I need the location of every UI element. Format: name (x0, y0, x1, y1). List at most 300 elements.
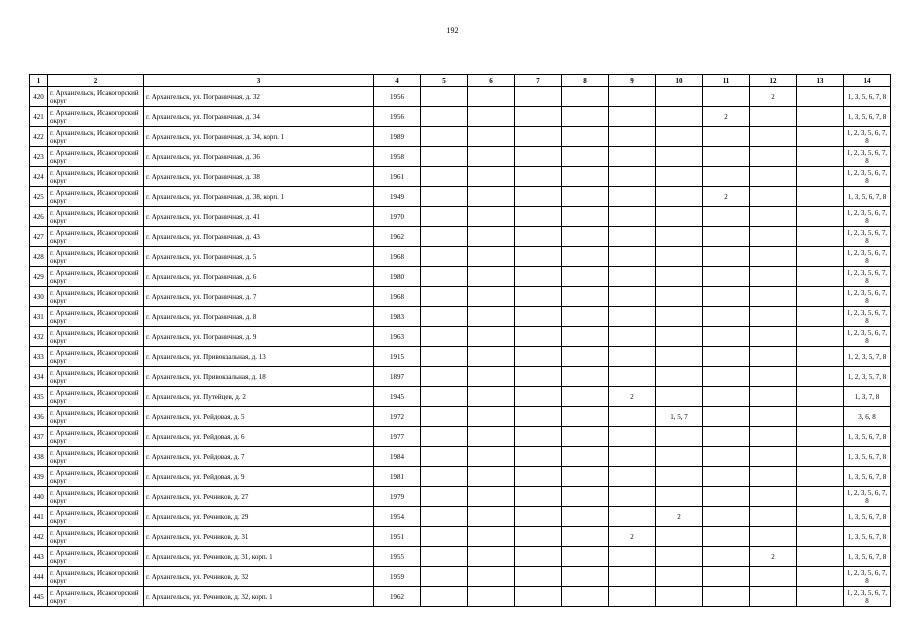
address-cell: г. Архангельск, ул. Речников, д. 29 (144, 507, 374, 527)
column-6-cell (468, 367, 515, 387)
table-row (30, 587, 891, 607)
column-14-cell: 1, 2, 3, 5, 6, 7, 8 (844, 207, 891, 227)
column-11-cell (703, 587, 750, 607)
column-11-cell (703, 207, 750, 227)
column-5-cell (421, 367, 468, 387)
address-cell: г. Архангельск, ул. Пограничная, д. 38 (144, 167, 374, 187)
registry-table (29, 74, 891, 607)
column-13-cell (797, 127, 844, 147)
year-cell: 1955 (374, 547, 421, 567)
column-11-cell (703, 307, 750, 327)
column-14-cell: 1, 2, 3, 5, 6, 7, 8 (844, 127, 891, 147)
page-number: 192 (446, 26, 459, 35)
row-number: 426 (30, 207, 48, 227)
column-header-1: 1 (30, 75, 48, 87)
column-11-cell (703, 467, 750, 487)
district-cell: г. Архангельск, Исакогорский округ (48, 407, 144, 427)
column-13-cell (797, 567, 844, 587)
column-12-cell (750, 427, 797, 447)
column-10-cell (656, 467, 703, 487)
column-11-cell (703, 427, 750, 447)
column-9-cell (609, 207, 656, 227)
row-number: 424 (30, 167, 48, 187)
table-row (30, 567, 891, 587)
column-5-cell (421, 307, 468, 327)
column-5-cell (421, 287, 468, 307)
column-10-cell (656, 207, 703, 227)
address-cell: г. Архангельск, ул. Пограничная, д. 36 (144, 147, 374, 167)
column-10-cell (656, 587, 703, 607)
column-11-cell (703, 567, 750, 587)
district-cell: г. Архангельск, Исакогорский округ (48, 367, 144, 387)
table-row (30, 167, 891, 187)
column-13-cell (797, 487, 844, 507)
column-7-cell (515, 207, 562, 227)
column-6-cell (468, 207, 515, 227)
row-number: 439 (30, 467, 48, 487)
row-number: 425 (30, 187, 48, 207)
column-14-cell: 1, 2, 3, 5, 6, 7, 8 (844, 147, 891, 167)
table-row (30, 187, 891, 207)
column-8-cell (562, 547, 609, 567)
row-number: 423 (30, 147, 48, 167)
column-header-6: 6 (468, 75, 515, 87)
column-13-cell (797, 367, 844, 387)
year-cell: 1961 (374, 167, 421, 187)
column-5-cell (421, 407, 468, 427)
column-7-cell (515, 427, 562, 447)
district-cell: г. Архангельск, Исакогорский округ (48, 287, 144, 307)
column-11-cell (703, 547, 750, 567)
table-row (30, 447, 891, 467)
column-13-cell (797, 247, 844, 267)
column-6-cell (468, 567, 515, 587)
year-cell: 1968 (374, 287, 421, 307)
district-cell: г. Архангельск, Исакогорский округ (48, 487, 144, 507)
column-7-cell (515, 367, 562, 387)
column-8-cell (562, 427, 609, 447)
column-header-9: 9 (609, 75, 656, 87)
district-cell: г. Архангельск, Исакогорский округ (48, 347, 144, 367)
column-9-cell (609, 447, 656, 467)
column-7-cell (515, 547, 562, 567)
year-cell: 1989 (374, 127, 421, 147)
district-cell: г. Архангельск, Исакогорский округ (48, 447, 144, 467)
column-9-cell (609, 127, 656, 147)
row-number: 420 (30, 87, 48, 107)
column-header-10: 10 (656, 75, 703, 87)
column-header-4: 4 (374, 75, 421, 87)
row-number: 421 (30, 107, 48, 127)
column-12-cell (750, 187, 797, 207)
year-cell: 1963 (374, 327, 421, 347)
column-header-12: 12 (750, 75, 797, 87)
column-6-cell (468, 147, 515, 167)
column-9-cell (609, 187, 656, 207)
column-header-8: 8 (562, 75, 609, 87)
column-12-cell (750, 327, 797, 347)
year-cell: 1956 (374, 107, 421, 127)
table-row (30, 507, 891, 527)
column-6-cell (468, 107, 515, 127)
district-cell: г. Архангельск, Исакогорский округ (48, 567, 144, 587)
column-10-cell (656, 527, 703, 547)
column-7-cell (515, 87, 562, 107)
column-6-cell (468, 467, 515, 487)
column-11-cell: 2 (703, 107, 750, 127)
column-8-cell (562, 187, 609, 207)
year-cell: 1981 (374, 467, 421, 487)
column-6-cell (468, 167, 515, 187)
column-7-cell (515, 327, 562, 347)
address-cell: г. Архангельск, ул. Рейдовая, д. 9 (144, 467, 374, 487)
table-row (30, 227, 891, 247)
address-cell: г. Архангельск, ул. Пограничная, д. 5 (144, 247, 374, 267)
column-10-cell (656, 487, 703, 507)
table-row (30, 147, 891, 167)
column-12-cell (750, 407, 797, 427)
column-7-cell (515, 347, 562, 367)
column-14-cell: 1, 3, 5, 6, 7, 8 (844, 527, 891, 547)
column-6-cell (468, 127, 515, 147)
year-cell: 1951 (374, 527, 421, 547)
column-10-cell (656, 447, 703, 467)
year-cell: 1979 (374, 487, 421, 507)
column-6-cell (468, 487, 515, 507)
column-8-cell (562, 107, 609, 127)
column-14-cell: 1, 2, 3, 5, 6, 7, 8 (844, 227, 891, 247)
column-9-cell (609, 287, 656, 307)
address-cell: г. Архангельск, ул. Рейдовая, д. 7 (144, 447, 374, 467)
row-number: 437 (30, 427, 48, 447)
year-cell: 1945 (374, 387, 421, 407)
column-14-cell: 1, 3, 5, 6, 7, 8 (844, 187, 891, 207)
column-11-cell (703, 507, 750, 527)
column-13-cell (797, 387, 844, 407)
column-7-cell (515, 227, 562, 247)
address-cell: г. Архангельск, ул. Речников, д. 32 (144, 567, 374, 587)
district-cell: г. Архангельск, Исакогорский округ (48, 247, 144, 267)
year-cell: 1897 (374, 367, 421, 387)
column-10-cell (656, 127, 703, 147)
column-7-cell (515, 267, 562, 287)
table-row (30, 247, 891, 267)
column-10-cell (656, 187, 703, 207)
column-8-cell (562, 567, 609, 587)
column-10-cell (656, 547, 703, 567)
column-14-cell: 1, 2, 3, 5, 6, 7, 8 (844, 287, 891, 307)
district-cell: г. Архангельск, Исакогорский округ (48, 507, 144, 527)
column-10-cell (656, 287, 703, 307)
address-cell: г. Архангельск, ул. Речников, д. 32, корп. 1 (144, 587, 374, 607)
row-number: 434 (30, 367, 48, 387)
column-12-cell (750, 107, 797, 127)
column-6-cell (468, 267, 515, 287)
column-13-cell (797, 87, 844, 107)
address-cell: г. Архангельск, ул. Речников, д. 31, корп. 1 (144, 547, 374, 567)
column-6-cell (468, 407, 515, 427)
column-8-cell (562, 407, 609, 427)
column-6-cell (468, 447, 515, 467)
column-11-cell (703, 387, 750, 407)
table-row (30, 407, 891, 427)
table-row (30, 467, 891, 487)
column-6-cell (468, 527, 515, 547)
address-cell: г. Архангельск, ул. Пограничная, д. 6 (144, 267, 374, 287)
year-cell: 1977 (374, 427, 421, 447)
column-10-cell (656, 167, 703, 187)
address-cell: г. Архангельск, ул. Привокзальная, д. 13 (144, 347, 374, 367)
column-12-cell (750, 207, 797, 227)
column-5-cell (421, 347, 468, 367)
year-cell: 1972 (374, 407, 421, 427)
column-14-cell: 1, 3, 5, 6, 7, 8 (844, 447, 891, 467)
district-cell: г. Архангельск, Исакогорский округ (48, 227, 144, 247)
column-13-cell (797, 467, 844, 487)
column-10-cell (656, 387, 703, 407)
column-5-cell (421, 247, 468, 267)
address-cell: г. Архангельск, ул. Пограничная, д. 7 (144, 287, 374, 307)
column-12-cell (750, 227, 797, 247)
column-8-cell (562, 247, 609, 267)
column-13-cell (797, 187, 844, 207)
column-14-cell: 1, 3, 5, 6, 7, 8 (844, 467, 891, 487)
district-cell: г. Архангельск, Исакогорский округ (48, 327, 144, 347)
column-13-cell (797, 207, 844, 227)
column-8-cell (562, 447, 609, 467)
year-cell: 1958 (374, 147, 421, 167)
row-number: 435 (30, 387, 48, 407)
column-9-cell: 2 (609, 527, 656, 547)
column-13-cell (797, 347, 844, 367)
column-6-cell (468, 547, 515, 567)
column-header-7: 7 (515, 75, 562, 87)
column-8-cell (562, 267, 609, 287)
district-cell: г. Архангельск, Исакогорский округ (48, 207, 144, 227)
column-11-cell (703, 147, 750, 167)
table-row (30, 107, 891, 127)
address-cell: г. Архангельск, ул. Речников, д. 27 (144, 487, 374, 507)
column-9-cell (609, 547, 656, 567)
column-8-cell (562, 467, 609, 487)
column-13-cell (797, 587, 844, 607)
district-cell: г. Архангельск, Исакогорский округ (48, 307, 144, 327)
table-row (30, 547, 891, 567)
column-14-cell: 1, 2, 3, 5, 6, 7, 8 (844, 487, 891, 507)
column-8-cell (562, 487, 609, 507)
table-body (30, 87, 891, 607)
column-9-cell (609, 587, 656, 607)
table-row (30, 527, 891, 547)
row-number: 440 (30, 487, 48, 507)
column-9-cell (609, 467, 656, 487)
column-11-cell (703, 227, 750, 247)
column-11-cell (703, 327, 750, 347)
column-8-cell (562, 367, 609, 387)
table-row (30, 347, 891, 367)
column-7-cell (515, 407, 562, 427)
column-14-cell: 1, 3, 5, 6, 7, 8 (844, 507, 891, 527)
column-9-cell (609, 407, 656, 427)
column-12-cell (750, 487, 797, 507)
column-13-cell (797, 107, 844, 127)
column-9-cell (609, 167, 656, 187)
year-cell: 1970 (374, 207, 421, 227)
column-9-cell (609, 227, 656, 247)
column-12-cell (750, 307, 797, 327)
column-6-cell (468, 307, 515, 327)
column-13-cell (797, 427, 844, 447)
row-number: 445 (30, 587, 48, 607)
table-row (30, 367, 891, 387)
column-7-cell (515, 307, 562, 327)
column-12-cell (750, 127, 797, 147)
district-cell: г. Архангельск, Исакогорский округ (48, 527, 144, 547)
table-row (30, 387, 891, 407)
row-number: 442 (30, 527, 48, 547)
column-header-2: 2 (48, 75, 144, 87)
column-11-cell (703, 167, 750, 187)
table-header (30, 75, 891, 87)
column-10-cell (656, 267, 703, 287)
column-5-cell (421, 187, 468, 207)
column-13-cell (797, 267, 844, 287)
column-13-cell (797, 167, 844, 187)
column-8-cell (562, 507, 609, 527)
column-9-cell (609, 307, 656, 327)
column-12-cell (750, 287, 797, 307)
column-9-cell (609, 487, 656, 507)
column-14-cell: 1, 3, 5, 6, 7, 8 (844, 107, 891, 127)
column-10-cell (656, 147, 703, 167)
column-10-cell (656, 327, 703, 347)
column-12-cell (750, 267, 797, 287)
column-11-cell (703, 87, 750, 107)
column-12-cell: 2 (750, 87, 797, 107)
column-8-cell (562, 287, 609, 307)
row-number: 430 (30, 287, 48, 307)
table-row (30, 307, 891, 327)
column-8-cell (562, 327, 609, 347)
column-14-cell: 1, 2, 3, 5, 6, 7, 8 (844, 567, 891, 587)
year-cell: 1983 (374, 307, 421, 327)
column-9-cell (609, 147, 656, 167)
column-14-cell: 1, 2, 3, 5, 6, 7, 8 (844, 307, 891, 327)
column-14-cell: 1, 2, 3, 5, 7, 8 (844, 347, 891, 367)
column-5-cell (421, 527, 468, 547)
column-6-cell (468, 387, 515, 407)
column-14-cell: 3, 6, 8 (844, 407, 891, 427)
column-header-14: 14 (844, 75, 891, 87)
column-12-cell (750, 567, 797, 587)
column-header-13: 13 (797, 75, 844, 87)
column-5-cell (421, 207, 468, 227)
column-6-cell (468, 327, 515, 347)
year-cell: 1954 (374, 507, 421, 527)
column-7-cell (515, 107, 562, 127)
year-cell: 1915 (374, 347, 421, 367)
column-7-cell (515, 167, 562, 187)
district-cell: г. Архангельск, Исакогорский округ (48, 187, 144, 207)
row-number: 429 (30, 267, 48, 287)
column-5-cell (421, 87, 468, 107)
table-row (30, 207, 891, 227)
address-cell: г. Архангельск, ул. Пограничная, д. 8 (144, 307, 374, 327)
column-header-11: 11 (703, 75, 750, 87)
address-cell: г. Архангельск, ул. Пограничная, д. 34, корп. 1 (144, 127, 374, 147)
column-7-cell (515, 507, 562, 527)
column-7-cell (515, 147, 562, 167)
column-8-cell (562, 167, 609, 187)
column-5-cell (421, 127, 468, 147)
column-14-cell: 1, 3, 5, 6, 7, 8 (844, 87, 891, 107)
column-5-cell (421, 387, 468, 407)
column-6-cell (468, 427, 515, 447)
column-header-5: 5 (421, 75, 468, 87)
table-row (30, 487, 891, 507)
column-7-cell (515, 447, 562, 467)
column-5-cell (421, 587, 468, 607)
column-8-cell (562, 207, 609, 227)
column-10-cell (656, 347, 703, 367)
row-number: 441 (30, 507, 48, 527)
column-7-cell (515, 187, 562, 207)
column-5-cell (421, 327, 468, 347)
year-cell: 1980 (374, 267, 421, 287)
column-10-cell (656, 107, 703, 127)
column-13-cell (797, 227, 844, 247)
column-6-cell (468, 187, 515, 207)
column-9-cell (609, 347, 656, 367)
column-11-cell (703, 447, 750, 467)
district-cell: г. Архангельск, Исакогорский округ (48, 127, 144, 147)
column-12-cell: 2 (750, 547, 797, 567)
row-number: 443 (30, 547, 48, 567)
column-9-cell (609, 567, 656, 587)
column-7-cell (515, 387, 562, 407)
header-row (30, 75, 891, 87)
column-12-cell (750, 527, 797, 547)
column-13-cell (797, 447, 844, 467)
column-10-cell (656, 227, 703, 247)
district-cell: г. Архангельск, Исакогорский округ (48, 107, 144, 127)
column-7-cell (515, 467, 562, 487)
column-8-cell (562, 527, 609, 547)
address-cell: г. Архангельск, ул. Рейдовая, д. 6 (144, 427, 374, 447)
address-cell: г. Архангельск, ул. Привокзальная, д. 18 (144, 367, 374, 387)
column-8-cell (562, 347, 609, 367)
district-cell: г. Архангельск, Исакогорский округ (48, 267, 144, 287)
column-11-cell (703, 247, 750, 267)
column-9-cell (609, 267, 656, 287)
column-5-cell (421, 147, 468, 167)
column-14-cell: 1, 2, 3, 5, 7, 8 (844, 367, 891, 387)
table-row (30, 87, 891, 107)
column-6-cell (468, 587, 515, 607)
column-10-cell (656, 567, 703, 587)
column-6-cell (468, 287, 515, 307)
address-cell: г. Архангельск, ул. Пограничная, д. 43 (144, 227, 374, 247)
column-9-cell (609, 427, 656, 447)
column-10-cell: 2 (656, 507, 703, 527)
column-8-cell (562, 87, 609, 107)
column-5-cell (421, 267, 468, 287)
column-9-cell (609, 367, 656, 387)
column-10-cell (656, 307, 703, 327)
column-9-cell (609, 87, 656, 107)
column-10-cell (656, 367, 703, 387)
address-cell: г. Архангельск, ул. Пограничная, д. 34 (144, 107, 374, 127)
